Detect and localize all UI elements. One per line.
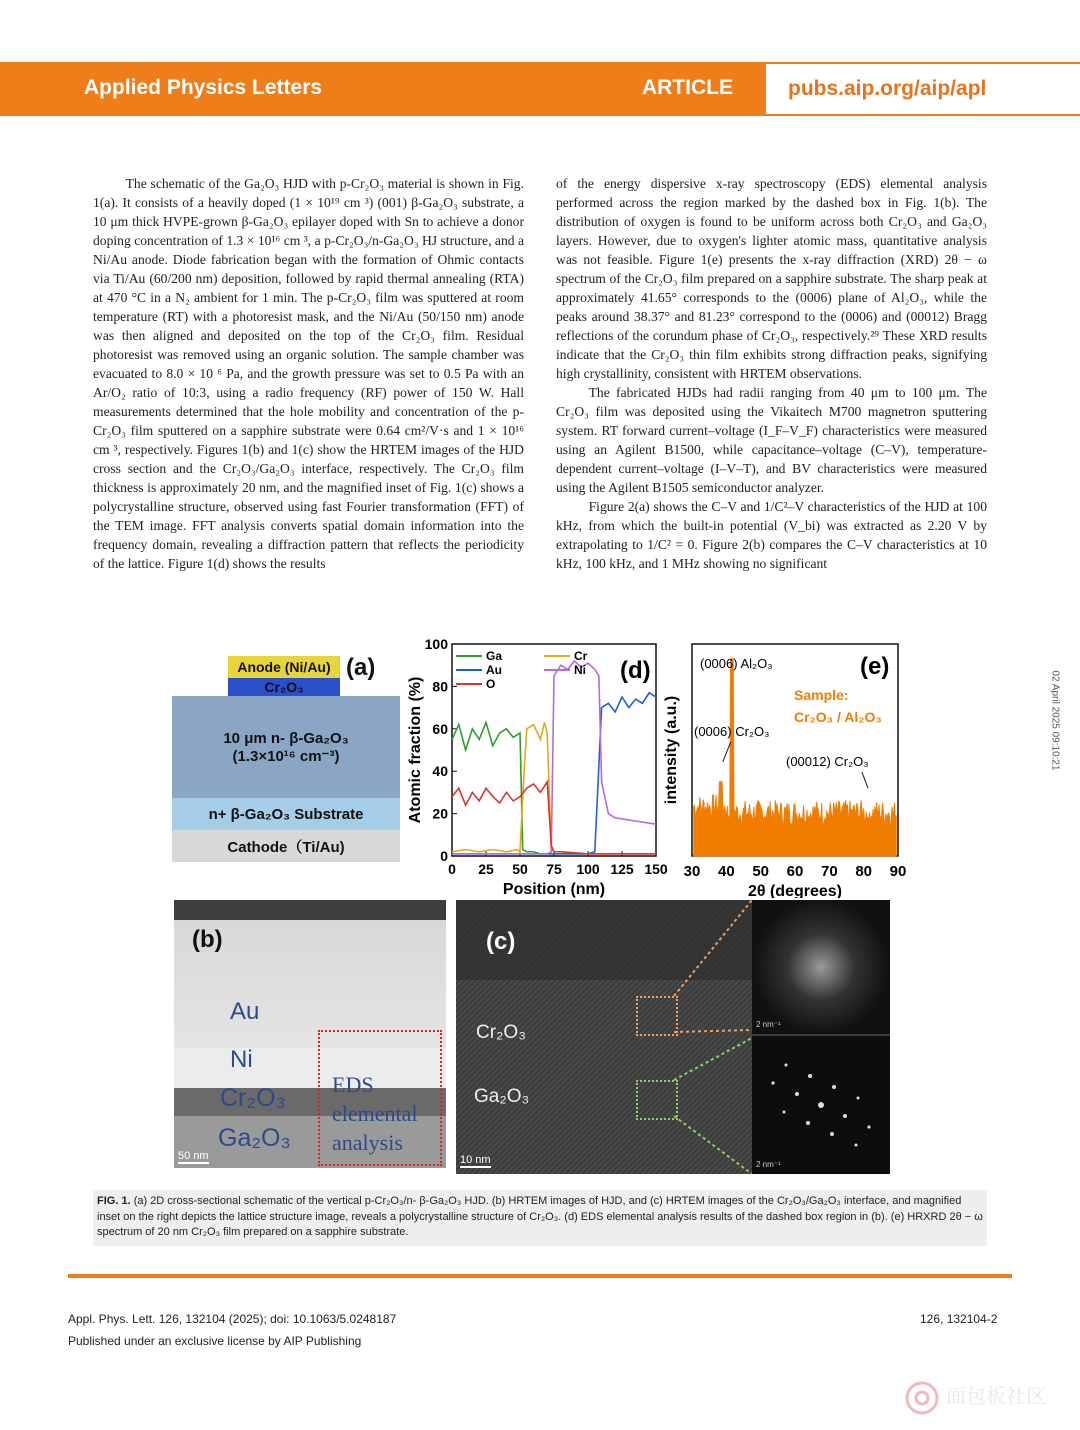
x-tick-label: 40 [717, 863, 735, 880]
y-tick-label: 100 [424, 636, 448, 652]
legend-entry: Ga [486, 649, 503, 663]
figure-1d-eds-chart [400, 632, 680, 898]
series-line-o [452, 782, 656, 854]
fft-inset-top [752, 900, 890, 1034]
figure-1a-schematic [172, 650, 402, 862]
y-tick-label: 40 [432, 763, 448, 780]
watermark [902, 1378, 1072, 1420]
sample-label: Cr₂O₃ / Al₂O₃ [794, 709, 882, 725]
left-paragraph: The schematic of the Ga₂O₃ HJD with p-Cr₂O₃ material is shown in Fig. 1(a). It consists of a heavily doped (1 × 10¹⁹ cm ³) (001) β-Ga₂O₃ substrate, a 10 μm thick HVPE-grown β-Ga₂O₃ epilayer doped with Sn to achieve a donor doping concentration of 1.3 × 10¹⁶ cm ³, a p-Cr₂O₃/n-Ga₂O₃ HJ structure, and a Ni/Au anode. Diode fabrication began with the formation of Ohmic contacts via Ti/Au (60/200 nm) deposition, followed by rapid thermal annealing (RTA) at 470 °C in a N₂ ambient for 1 min. The p-Cr₂O₃ film was sputtered at room temperature (RT) with a photoresist mask, and the Ni/Au (50/150 nm) anode was then aligned and deposited on the top of the Cr₂O₃ film. Residual photoresist was removed using an organic solution. The sample chamber was evacuated to 8.0 × 10 ⁶ Pa, and the growth pressure was set to 0.5 Pa with an Ar/O₂ ratio of 10:3, using a radio frequency (RF) power of 150 W. Hall measurements determined that the hole mobility and concentration of the p-Cr₂O₃ film sputtered on a sapphire substrate were 0.64 cm²/V·s and 1 × 10¹⁶ cm ³, respectively. Figures 1(b) and 1(c) show the HRTEM images of the HJD cross section and the Cr₂O₃/Ga₂O₃ interface, respectively. The Cr₂O₃ film thickness is approximately 20 nm, and the magnified inset of Fig. 1(c) shows a polycrystalline structure, observed using fast Fourier transformation (FFT) of the TEM image. FFT analysis converts spatial domain information into the frequency domain, revealing a diffraction pattern that reflects the periodicity of the lattice. Figure 1(d) shows the results [93, 176, 524, 571]
x-tick-label: 80 [855, 863, 873, 880]
x-axis-label: Position (nm) [502, 881, 606, 898]
journal-header [0, 62, 1080, 116]
legend-entry: Cr [574, 649, 588, 663]
x-tick-label: 30 [683, 863, 701, 880]
ni-label: Ni [230, 1046, 253, 1073]
epilayer-label: 10 μm n- β-Ga₂O₃ [223, 729, 349, 747]
y-tick-label: 80 [432, 678, 448, 695]
page-number: 126, 132104-2 [920, 1312, 998, 1326]
substrate-layer: n+ β-Ga₂O₃ Substrate [172, 798, 400, 830]
watermark-logo-icon [902, 1378, 942, 1418]
x-tick-label: 60 [786, 863, 804, 880]
epilayer-doping: (1.3×10¹⁶ cm⁻³) [232, 747, 340, 765]
series-line-cr [452, 722, 656, 853]
eds-dashed-box [318, 1030, 442, 1166]
eds-label-line: analysis [332, 1130, 403, 1155]
left-column [93, 174, 524, 573]
epilayer [172, 696, 400, 798]
journal-url[interactable]: pubs.aip.org/aip/apl [788, 77, 987, 100]
eds-label-line: EDS [332, 1072, 374, 1097]
watermark-text: 面包板社区 [946, 1384, 1046, 1408]
x-tick-label: 100 [576, 861, 600, 877]
peak-label: (0006) Al₂O₃ [700, 656, 773, 671]
panel-label-d: (d) [620, 657, 651, 684]
panel-label-c: (c) [486, 928, 516, 955]
article-type: ARTICLE [642, 76, 733, 99]
y-tick-label: 20 [432, 805, 448, 822]
right-paragraph: The fabricated HJDs had radii ranging from 40 μm to 100 μm. The Cr₂O₃ film was deposited using the Vikaitech M700 magnetron sputtering system. RT forward current–voltage (I_F–V_F) characteristics were measured using an Agilent B1500, while capacitance–voltage (C–V), temperature-dependent current–voltage (I–V–T), and BV characteristics were measured using the Agilent B1505 semiconductor analyzer. [556, 385, 987, 495]
anode-layer: Anode (Ni/Au) [228, 656, 340, 678]
panel-label-b: (b) [192, 926, 223, 953]
peak-arrow [862, 772, 868, 788]
license: Published under an exclusive license by AIP Publishing [68, 1334, 362, 1348]
inset-scale-top: 2 nm⁻¹ [756, 1020, 781, 1029]
peak-label: (00012) Cr₂O₃ [786, 754, 869, 769]
series-line-ga [452, 722, 656, 853]
figure-1e-xrd-chart [660, 632, 920, 898]
panel-label-e: (e) [860, 653, 890, 680]
peak-label: (0006) Cr₂O₃ [694, 724, 770, 739]
ga2o3-interface-label: Ga₂O₃ [474, 1086, 530, 1107]
download-date [1046, 660, 1066, 790]
x-tick-label: 70 [820, 863, 838, 880]
legend-entry: Au [486, 663, 502, 677]
y-axis-label: Atomic fraction (%) [407, 676, 424, 824]
top-dark-band [174, 900, 446, 920]
x-tick-label: 50 [752, 863, 770, 880]
scale-bar-b: 50 nm [178, 1150, 209, 1162]
right-paragraph: of the energy dispersive x-ray spectroscopy (EDS) elemental analysis performed across the region marked by the dashed box in Fig. 1(b). The distribution of oxygen is found to be uniform across both Cr₂O₃ and Ga₂O₃ layers. However, due to oxygen's lighter atomic mass, quantitative analysis was not feasible. Figure 1(e) presents the x-ray diffraction (XRD) 2θ − ω spectrum of the Cr₂O₃ film prepared on a sapphire substrate. The sharp peak at approximately 41.65° corresponds to the (0006) plane of Al₂O₃, while the peaks around 38.37° and 81.23° correspond to the (0006) and (00012) Bragg reflections of the corundum phase of Cr₂O₃, respectively.²⁹ These XRD results indicate that the Cr₂O₃ thin film exhibits strong diffraction peaks, signifying high crystallinity, consistent with HRTEM observations. [556, 176, 987, 381]
x-tick-label: 25 [478, 861, 494, 877]
caption-text: (a) 2D cross-sectional schematic of the vertical p-Cr₂O₃/n- β-Ga₂O₃ HJD. (b) HRTEM images of HJD, and (c) HRTEM images of the Cr₂O₃/Ga₂O₃ interface, and magnified inset on the right depicts the lattice structure image, reveals a polycrystalline structure of Cr₂O₃. (d) EDS elemental analysis results of the dashed box region in (b). (e) HRXRD 2θ − ω spectrum of 20 nm Cr₂O₃ film prepared on a sapphire substrate. [97, 1195, 983, 1238]
au-label: Au [230, 998, 260, 1025]
figure-1c-hrtem [456, 900, 890, 1174]
cr2o3-label: Cr₂O₃ [220, 1084, 286, 1112]
panel-label-a: (a) [346, 654, 376, 681]
y-tick-label: 0 [440, 848, 448, 864]
sample-label: Sample: [794, 687, 849, 703]
series-line-ni [452, 661, 656, 854]
figure-caption [93, 1190, 987, 1246]
x-tick-label: 125 [610, 861, 634, 877]
x-tick-label: 0 [448, 861, 456, 877]
footer-rule [68, 1274, 1012, 1278]
ga2o3-label: Ga₂O₃ [218, 1124, 291, 1152]
eds-label [332, 1070, 418, 1157]
fft-inset-bottom [752, 1036, 890, 1174]
fft-spots [752, 1036, 890, 1174]
y-tick-label: 60 [432, 720, 448, 737]
legend-entry: Ni [574, 663, 586, 677]
cathode-layer: Cathode（Ti/Au) [172, 830, 400, 862]
caption-label: FIG. 1. [97, 1195, 131, 1207]
x-tick-label: 90 [889, 863, 907, 880]
x-tick-label: 50 [512, 861, 528, 877]
journal-title: Applied Physics Letters [84, 76, 323, 99]
x-tick-label: 150 [644, 861, 668, 877]
journal-url-box[interactable] [764, 62, 1080, 116]
eds-label-line: elemental [332, 1101, 418, 1126]
scale-bar-c: 10 nm [460, 1154, 491, 1166]
x-tick-label: 75 [546, 861, 562, 877]
download-date-text: 02 April 2025 09:10:21 [1049, 670, 1061, 771]
cr2o3-layer: Cr₂O₃ [228, 678, 340, 696]
legend-entry: O [486, 677, 496, 691]
peak-arrow [723, 742, 731, 762]
inset-scale-bottom: 2 nm⁻¹ [756, 1160, 781, 1169]
y-axis-label: intensity (a.u.) [663, 695, 680, 805]
figure-1b-hrtem [174, 900, 446, 1168]
right-paragraph: Figure 2(a) shows the C–V and 1/C²–V characteristics of the HJD at 100 kHz, from which the built-in potential (V_bi) was extracted as 2.20 V by extrapolating to 1/C² = 0. Figure 2(b) compares the C–V characteristics at 10 kHz, 100 kHz, and 1 MHz showing no significant [556, 499, 987, 571]
cr2o3-interface-label: Cr₂O₃ [476, 1022, 526, 1043]
x-axis-label: 2θ (degrees) [747, 883, 843, 898]
right-column [556, 174, 987, 573]
citation: Appl. Phys. Lett. 126, 132104 (2025); doi: 10.1063/5.0248187 [68, 1312, 397, 1326]
